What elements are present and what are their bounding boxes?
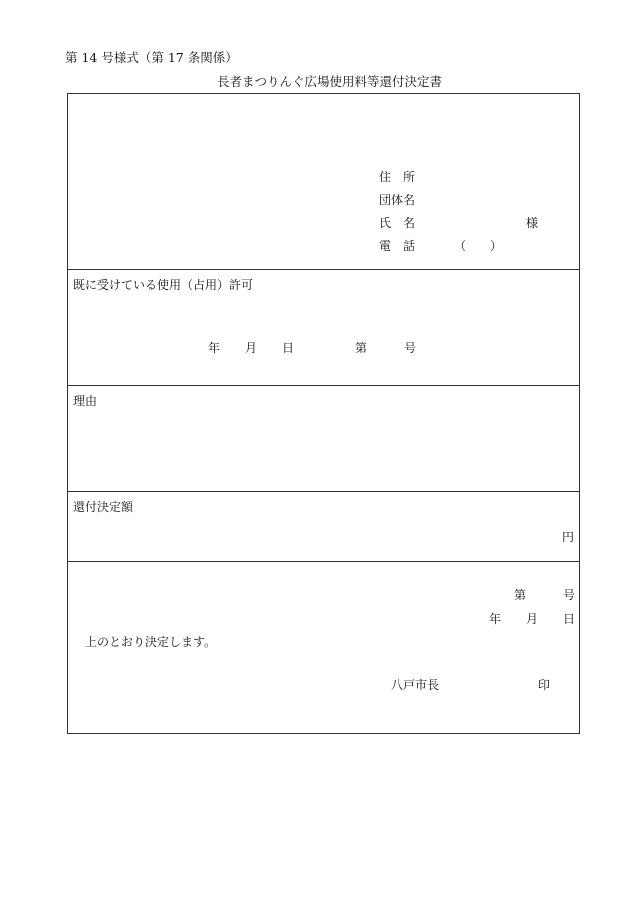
decision-go-label: 号 bbox=[563, 588, 576, 602]
phone-label: 電 話 bbox=[379, 239, 416, 253]
decision-day-label: 日 bbox=[563, 612, 576, 626]
permit-dai-label: 第 bbox=[355, 341, 368, 355]
honorific-sama: 様 bbox=[526, 216, 539, 230]
permit-heading: 既に受けている使用（占用）許可 bbox=[73, 278, 254, 292]
decision-dai-label: 第 bbox=[514, 588, 527, 602]
name-label: 氏 名 bbox=[379, 216, 416, 230]
refund-amount-section bbox=[68, 491, 579, 562]
group-name-label: 団体名 bbox=[379, 193, 416, 207]
address-label: 住 所 bbox=[379, 170, 416, 184]
decision-statement: 上のとおり決定します。 bbox=[85, 635, 217, 649]
decision-year-label: 年 bbox=[489, 612, 502, 626]
refund-amount-heading: 還付決定額 bbox=[73, 500, 134, 514]
form-number: 第 14 号様式（第 17 条関係） bbox=[65, 50, 238, 65]
reason-section bbox=[68, 385, 579, 492]
official-seal-mark: 印 bbox=[538, 678, 551, 692]
permit-go-label: 号 bbox=[404, 341, 417, 355]
phone-parentheses: （ ） bbox=[454, 239, 503, 253]
document-title: 長者まつりんぐ広場使用料等還付決定書 bbox=[217, 74, 443, 89]
issuer-hachinohe-mayor: 八戸市長 bbox=[391, 678, 440, 692]
permit-day-label: 日 bbox=[282, 341, 295, 355]
decision-month-label: 月 bbox=[526, 612, 539, 626]
decision-section bbox=[68, 561, 579, 733]
reason-heading: 理由 bbox=[73, 394, 98, 408]
applicant-section bbox=[68, 94, 579, 270]
yen-unit: 円 bbox=[562, 530, 575, 544]
permit-year-label: 年 bbox=[208, 341, 221, 355]
permit-section bbox=[68, 269, 579, 386]
permit-month-label: 月 bbox=[245, 341, 258, 355]
form-table bbox=[67, 93, 580, 734]
